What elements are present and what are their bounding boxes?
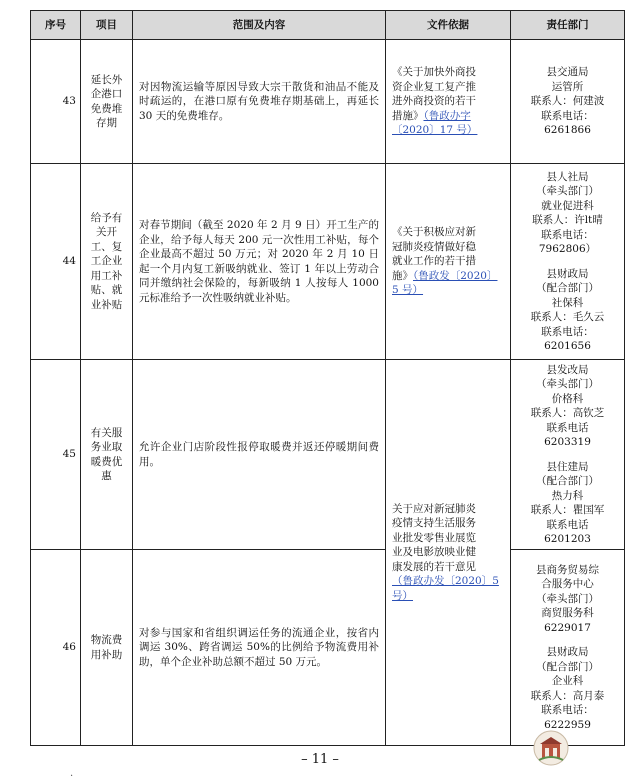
dept-line: 6203319 [544, 436, 591, 448]
dept-line: 6261866 [544, 124, 591, 137]
basis-line: 进外商投资的若干 [392, 95, 476, 108]
dept-line: 联系电话 [546, 518, 589, 531]
scope-cell: 对因物流运输等原因导致大宗干散货和油品不能及时疏运的，在港口原有免费堆存期基础上，再延长 30 天的免费堆存。 [133, 40, 386, 164]
dept-line: 联系人：何建波 [530, 95, 605, 108]
item-line: 有关服 [90, 426, 123, 439]
dept-gap [513, 450, 622, 460]
header-item: 项目 [81, 11, 133, 40]
basis-line: 《关于积极应对新 [392, 226, 476, 239]
item-cell [81, 550, 133, 746]
row-number: 43 [31, 40, 81, 164]
dept-line: 热力科 [551, 489, 584, 502]
page-number: – 11 – [301, 752, 339, 767]
dept-line: 商贸服务科 [541, 607, 594, 620]
header-dept: 责任部门 [511, 11, 625, 40]
dept-line: 联系电话： [541, 228, 594, 241]
item-line: 贴、就 [90, 284, 123, 297]
basis-line: 业批发零售业展览 [392, 531, 476, 544]
item-line: 企港口 [90, 88, 123, 100]
dept-line: 县交通局 [546, 66, 589, 79]
table-row [31, 164, 625, 360]
emblem-logo-icon [533, 730, 569, 766]
basis-line: 资企业复工复产推 [392, 80, 476, 93]
dept-line: 联系电话 [546, 421, 589, 434]
table-row [31, 550, 625, 746]
basis-line: 施》 [392, 269, 413, 282]
dept-line: 联系人：毛久云 [530, 311, 605, 323]
dept-line: 联系人：瞿国军 [530, 504, 605, 516]
table-row [31, 360, 625, 550]
scope-cell: 允许企业门店阶段性报停取暖费并返还停暖期间费用。 [133, 360, 386, 550]
dept-line: 运管所 [551, 80, 584, 93]
dept-line: 联系人：许lt晴 [532, 214, 603, 226]
basis-line: 措施》 [392, 109, 424, 122]
header-scope: 范围及内容 [133, 11, 386, 40]
dept-line: 县发改局 [546, 363, 589, 376]
dept-line: 县人社局 [546, 170, 589, 183]
basis-line: 就业工作的若干措 [392, 255, 476, 268]
basis-line: 康发展的若干意见 [392, 560, 476, 573]
basis-doc-link[interactable]: （鲁政办字〔2020〕17 号） [392, 109, 478, 137]
dept-cell [511, 164, 625, 360]
dept-line: 6201203 [544, 533, 591, 545]
dept-line: （配合部门） [536, 282, 599, 294]
item-line: 存期 [96, 117, 117, 129]
dept-line: 联系电话： [541, 325, 594, 338]
dept-line: 联系人：高钦芝 [530, 407, 605, 419]
dept-gap [513, 635, 622, 645]
item-line: 关开 [96, 226, 117, 239]
item-line: 物流费 [90, 634, 123, 646]
dept-line: （牵头部门） [536, 592, 599, 605]
basis-line: 关于应对新冠肺炎 [392, 502, 476, 515]
dept-line: 社保科 [551, 296, 584, 309]
row-number: 45 [31, 360, 81, 550]
basis-doc-link[interactable]: （鲁政发〔2020〕5 号） [392, 269, 498, 297]
item-line: 务业取 [90, 441, 123, 453]
item-cell [81, 164, 133, 360]
dept-line: （牵头部门） [536, 378, 599, 390]
header-basis: 文件依据 [386, 11, 511, 40]
policy-table [30, 10, 625, 746]
header-row [31, 11, 625, 40]
scope-cell: 对参与国家和省组织调运任务的流通企业，按省内调运 30%、跨省调运 50%的比例给予物流费用补助，单个企业补助总额不超过 50 万元。 [133, 550, 386, 746]
basis-line: 《关于加快外商投 [392, 66, 476, 79]
row-number: 46 [31, 550, 81, 746]
header-no: 序号 [31, 11, 81, 40]
item-line: 延长外 [90, 73, 123, 86]
dept-line: （牵头部门） [536, 185, 599, 197]
item-line: 免费堆 [90, 102, 123, 115]
item-line: 给予有 [90, 211, 123, 224]
basis-line: 疫情支持生活服务 [392, 517, 476, 530]
dept-line: 联系人：高月泰 [530, 689, 605, 702]
page-dot: . [70, 768, 74, 779]
dept-line: 就业促进科 [541, 199, 594, 212]
dept-line: 企业科 [551, 675, 584, 688]
dept-line: 6201656 [544, 340, 591, 352]
row-number: 44 [31, 164, 81, 360]
item-line: 工、复 [90, 240, 123, 253]
basis-cell [386, 40, 511, 164]
dept-line: 6222959 [544, 718, 591, 731]
dept-line: （配合部门） [536, 475, 599, 487]
dept-line: 联系电话： [541, 109, 594, 122]
dept-cell [511, 360, 625, 550]
dept-line: 县财政局 [546, 267, 589, 280]
item-line: 用补助 [90, 648, 123, 661]
dept-line: 县住建局 [546, 460, 589, 473]
basis-line: 业及电影放映业健 [392, 546, 476, 559]
basis-cell-shared [386, 360, 511, 746]
dept-cell [511, 550, 625, 746]
basis-doc-link[interactable]: （鲁政办发〔2020〕5 号） [392, 575, 499, 602]
dept-line: 县财政局 [546, 646, 589, 659]
item-line: 工企业 [90, 255, 123, 268]
dept-cell [511, 40, 625, 164]
item-line: 业补贴 [90, 298, 123, 311]
item-line: 惠 [101, 470, 112, 482]
dept-line: 联系电话： [541, 704, 594, 717]
table-row [31, 40, 625, 164]
dept-line: （配合部门） [536, 660, 599, 673]
dept-line: 县商务贸易综 [536, 563, 599, 576]
item-cell [81, 360, 133, 550]
dept-line: 7962806） [538, 243, 597, 255]
item-line: 暖费优 [90, 455, 123, 468]
item-line: 用工补 [90, 269, 123, 282]
item-cell [81, 40, 133, 164]
basis-cell [386, 164, 511, 360]
dept-line: 6229017 [544, 621, 591, 634]
dept-gap [513, 257, 622, 267]
scope-cell: 对春节期间（截至 2020 年 2 月 9 日）开工生产的企业，给予每人每天 200 元一次性用工补贴，每个企业最高不超过 50 万元；对 2020 年 2 月 10 日起一个月内复工新吸纳就业、签订 1 年以上劳动合同并缴纳社会保险的，每新吸纳 1 人按每人 1000 元标准给予一次性吸纳就业补贴。 [133, 164, 386, 360]
basis-line: 冠肺炎疫情做好稳 [392, 240, 476, 253]
dept-line: 合服务中心 [541, 578, 594, 591]
dept-line: 价格科 [551, 392, 584, 405]
